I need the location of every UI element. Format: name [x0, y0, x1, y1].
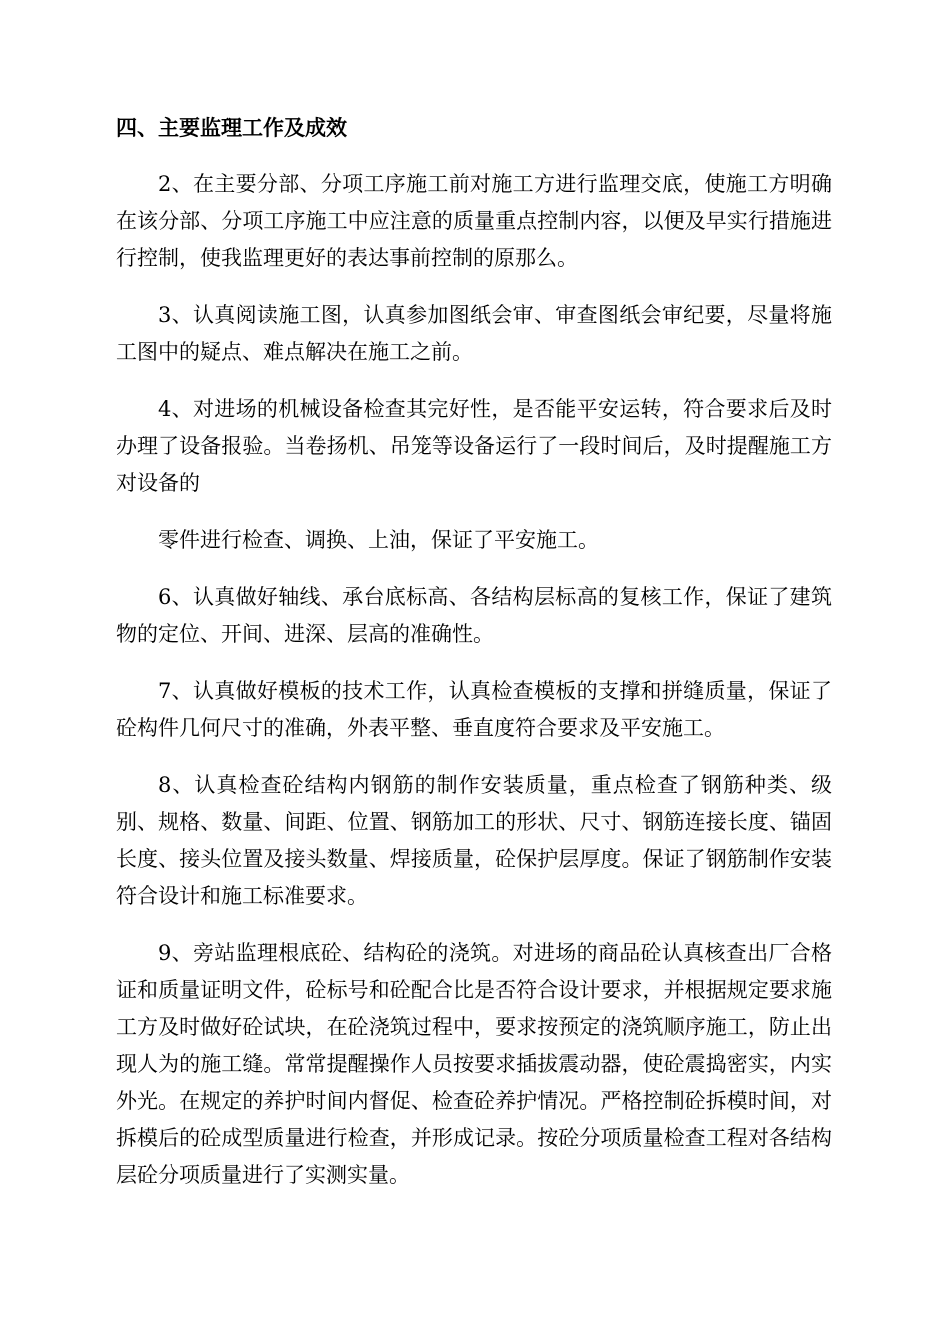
- paragraph-item-8: 8、认真检查砼结构内钢筋的制作安装质量，重点检查了钢筋种类、级别、规格、数量、间距、位置、钢筋加工的形状、尺寸、钢筋连接长度、锚固长度、接头位置及接头数量、焊接质量，砼保护层厚度。保证了钢筋制作安装符合设计和施工标准要求。: [116, 773, 832, 908]
- paragraph-item-6: 6、认真做好轴线、承台底标高、各结构层标高的复核工作，保证了建筑物的定位、开间、进深、层高的准确性。: [116, 585, 832, 646]
- paragraph-item-4: 4、对进场的机械设备检查其完好性，是否能平安运转，符合要求后及时办理了设备报验。当卷扬机、吊笼等设备运行了一段时间后，及时提醒施工方对设备的: [116, 397, 832, 495]
- paragraph-item-2: 2、在主要分部、分项工序施工前对施工方进行监理交底，使施工方明确在该分部、分项工序施工中应注意的质量重点控制内容，以便及早实行措施进行控制，使我监理更好的表达事前控制的原那么。: [116, 172, 832, 270]
- paragraph-item-4-continued: 零件进行检查、调换、上油，保证了平安施工。: [158, 528, 599, 552]
- paragraph-item-3: 3、认真阅读施工图，认真参加图纸会审、审查图纸会审纪要，尽量将施工图中的疑点、难点解决在施工之前。: [116, 303, 832, 364]
- paragraph-item-7: 7、认真做好模板的技术工作，认真检查模板的支撑和拼缝质量，保证了砼构件几何尺寸的准确，外表平整、垂直度符合要求及平安施工。: [116, 679, 832, 740]
- document-body: [116, 112, 832, 1214]
- section-heading: 四、主要监理工作及成效: [116, 116, 347, 140]
- paragraph-item-9: 9、旁站监理根底砼、结构砼的浇筑。对进场的商品砼认真核查出厂合格证和质量证明文件，砼标号和砼配合比是否符合设计要求，并根据规定要求施工方及时做好砼试块，在砼浇筑过程中，要求按预定的浇筑顺序施工，防止出现人为的施工缝。常常提醒操作人员按要求插拔震动器，使砼震捣密实，内实外光。在规定的养护时间内督促、检查砼养护情况。严格控制砼拆模时间，对拆模后的砼成型质量进行检查，并形成记录。按砼分项质量检查工程对各结构层砼分项质量进行了实测实量。: [116, 941, 832, 1187]
